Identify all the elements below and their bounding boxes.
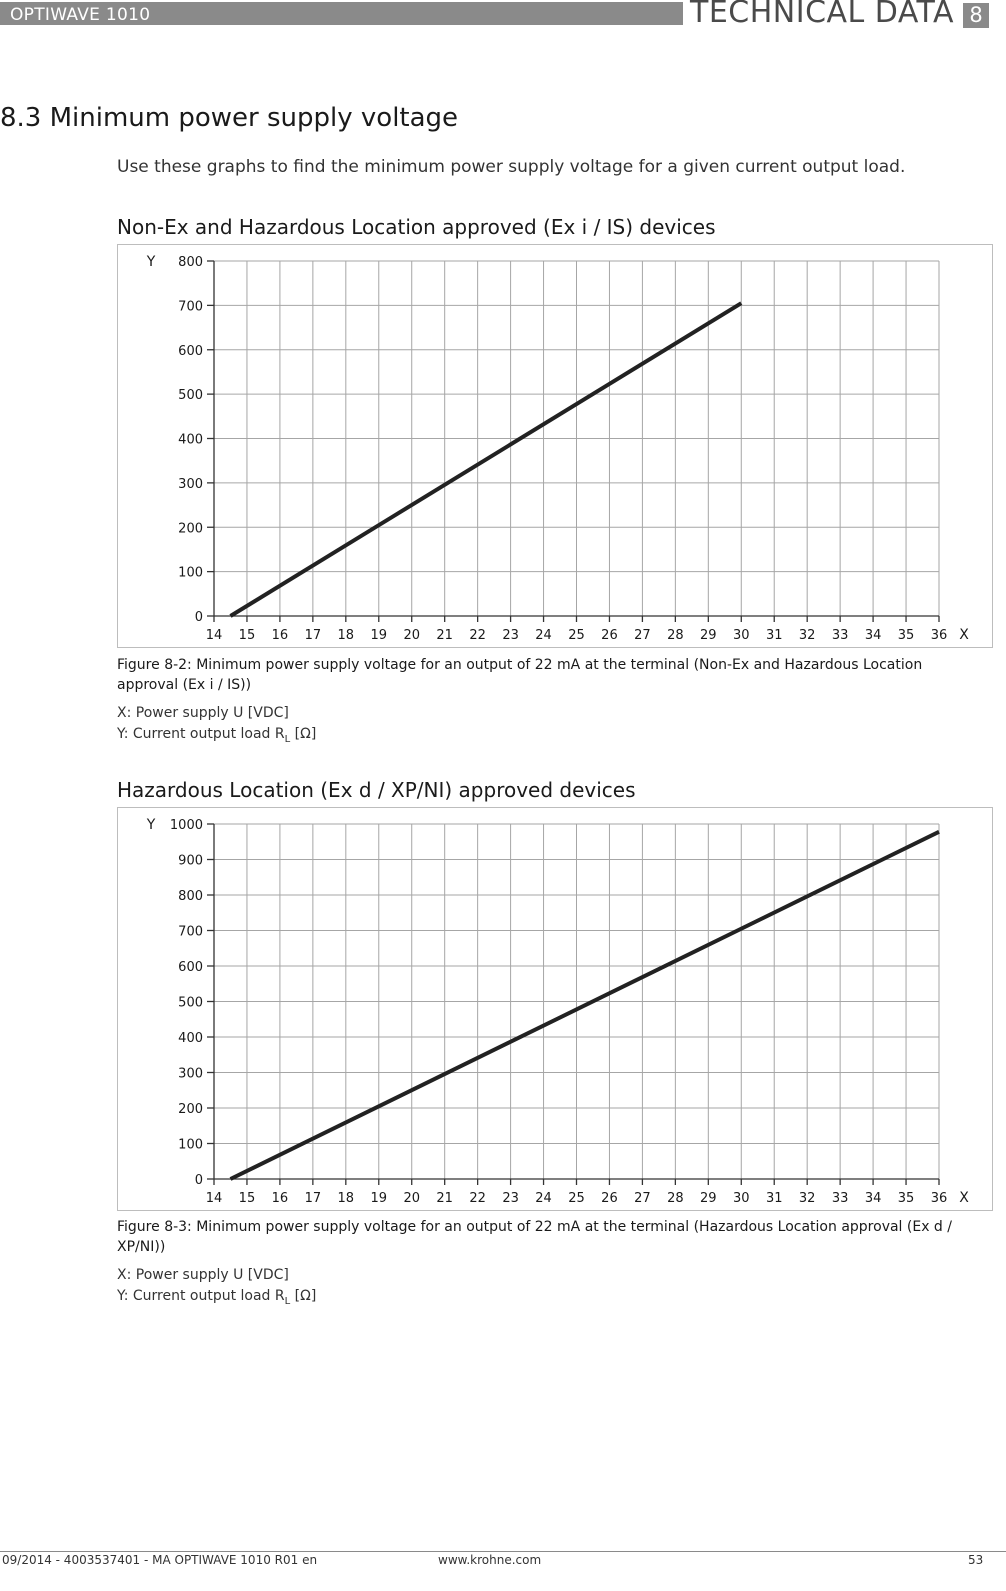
legend-y-prefix: Y: Current output load R xyxy=(117,726,285,742)
x-tick-label: 17 xyxy=(304,1191,322,1206)
y-tick-label: 500 xyxy=(178,388,203,404)
x-tick-label: 28 xyxy=(667,628,684,643)
y-tick-label: 600 xyxy=(178,343,203,359)
x-tick-label: 24 xyxy=(535,1191,552,1206)
series-line xyxy=(230,832,939,1179)
y-tick-label: 800 xyxy=(178,255,203,270)
section-label: TECHNICAL DATA xyxy=(690,0,955,30)
footer-doc-ref: 09/2014 - 4003537401 - MA OPTIWAVE 1010 R01 en xyxy=(2,1553,318,1567)
x-tick-label: 29 xyxy=(700,1191,717,1206)
x-tick-label: 18 xyxy=(337,1191,355,1206)
x-tick-label: 20 xyxy=(403,628,421,643)
y-axis-label: Y xyxy=(146,817,156,833)
y-tick-label: 1000 xyxy=(169,818,203,833)
x-tick-label: 25 xyxy=(568,1191,585,1206)
x-tick-label: 19 xyxy=(370,1191,388,1206)
x-tick-label: 18 xyxy=(337,628,355,643)
x-tick-label: 29 xyxy=(700,628,717,643)
x-tick-label: 33 xyxy=(831,628,849,643)
figure-1-legend-x: X: Power supply U [VDC] xyxy=(117,705,289,721)
x-tick-label: 23 xyxy=(502,628,519,643)
y-tick-label: 400 xyxy=(178,432,203,448)
footer-page-number: 53 xyxy=(968,1553,984,1567)
x-tick-label: 23 xyxy=(502,1191,519,1206)
chapter-number: 8 xyxy=(963,3,989,28)
figure-2-heading: Hazardous Location (Ex d / XP/NI) approved devices xyxy=(117,778,636,802)
x-tick-label: 35 xyxy=(897,628,915,643)
x-tick-label: 21 xyxy=(436,628,453,643)
footer-divider xyxy=(0,1551,1006,1552)
y-tick-label: 700 xyxy=(178,299,203,315)
x-tick-label: 24 xyxy=(535,628,552,643)
x-tick-label: 14 xyxy=(205,1191,223,1206)
x-tick-label: 20 xyxy=(403,1191,421,1206)
x-tick-label: 16 xyxy=(271,1191,289,1206)
x-tick-label: 32 xyxy=(798,1191,816,1206)
legend-y-unit: [Ω] xyxy=(290,1288,317,1304)
y-tick-label: 700 xyxy=(178,924,203,940)
y-tick-label: 900 xyxy=(178,853,203,869)
x-tick-label: 15 xyxy=(238,1191,256,1206)
section-title: 8.3 Minimum power supply voltage xyxy=(0,103,459,133)
y-tick-label: 800 xyxy=(178,889,203,904)
x-tick-label: 36 xyxy=(930,1191,948,1206)
legend-y-subscript: L xyxy=(284,733,291,745)
figure-1-heading: Non-Ex and Hazardous Location approved (Ex i / IS) devices xyxy=(117,215,716,239)
x-tick-label: 28 xyxy=(667,1191,684,1206)
figure-2-caption: Figure 8-3: Minimum power supply voltage for an output of 22 mA at the terminal (Hazardous Location approval (Ex d / XP/NI)) xyxy=(117,1219,952,1255)
figure-1-caption: Figure 8-2: Minimum power supply voltage for an output of 22 mA at the terminal (Non-Ex and Hazardous Location approval (Ex i / IS)) xyxy=(117,657,923,693)
y-tick-label: 0 xyxy=(194,1173,203,1188)
y-tick-label: 600 xyxy=(178,960,203,975)
figure-2-legend-x: X: Power supply U [VDC] xyxy=(117,1267,289,1283)
y-tick-label: 100 xyxy=(178,1137,203,1153)
x-tick-label: 36 xyxy=(930,628,948,643)
x-axis-label: X xyxy=(959,627,969,643)
x-tick-label: 25 xyxy=(568,628,585,643)
x-axis-label: X xyxy=(959,1190,969,1206)
y-tick-label: 300 xyxy=(178,476,203,492)
y-tick-label: 0 xyxy=(194,610,203,625)
legend-y-subscript: L xyxy=(284,1295,291,1307)
figure-2-legend-y xyxy=(117,1286,316,1312)
chart-1-nonex xyxy=(117,244,991,648)
x-tick-label: 26 xyxy=(601,1191,618,1206)
x-tick-label: 14 xyxy=(205,628,223,643)
legend-y-prefix: Y: Current output load R xyxy=(117,1288,285,1304)
figure-1-legend-y xyxy=(117,724,316,750)
x-tick-label: 22 xyxy=(469,1191,486,1206)
x-tick-label: 22 xyxy=(469,628,486,643)
x-tick-label: 30 xyxy=(732,1191,750,1206)
x-tick-label: 27 xyxy=(634,1191,651,1206)
chart-2-exd xyxy=(117,807,991,1211)
product-name: OPTIWAVE 1010 xyxy=(10,5,151,25)
figure-2-legend xyxy=(117,1265,316,1312)
x-tick-label: 27 xyxy=(634,628,651,643)
y-axis-label: Y xyxy=(146,254,156,270)
x-tick-label: 21 xyxy=(436,1191,453,1206)
x-tick-label: 34 xyxy=(864,1191,882,1206)
figure-1-legend xyxy=(117,703,316,750)
legend-y-unit: [Ω] xyxy=(290,726,317,742)
y-tick-label: 100 xyxy=(178,565,203,581)
x-tick-label: 17 xyxy=(304,628,322,643)
x-tick-label: 31 xyxy=(765,1191,783,1206)
intro-text: Use these graphs to find the minimum power supply voltage for a given current output load. xyxy=(117,157,906,177)
footer-website[interactable]: www.krohne.com xyxy=(438,1553,542,1567)
x-tick-label: 34 xyxy=(864,628,882,643)
header-bar xyxy=(0,2,683,25)
y-tick-label: 200 xyxy=(178,521,203,537)
x-tick-label: 31 xyxy=(765,628,783,643)
y-tick-label: 300 xyxy=(178,1066,203,1082)
x-tick-label: 15 xyxy=(238,628,256,643)
x-tick-label: 19 xyxy=(370,628,388,643)
x-tick-label: 35 xyxy=(897,1191,915,1206)
x-tick-label: 33 xyxy=(831,1191,849,1206)
y-tick-label: 500 xyxy=(178,995,203,1011)
y-tick-label: 400 xyxy=(178,1031,203,1046)
y-tick-label: 200 xyxy=(178,1102,203,1117)
x-tick-label: 26 xyxy=(601,628,618,643)
x-tick-label: 16 xyxy=(271,628,289,643)
x-tick-label: 30 xyxy=(732,628,750,643)
x-tick-label: 32 xyxy=(798,628,816,643)
